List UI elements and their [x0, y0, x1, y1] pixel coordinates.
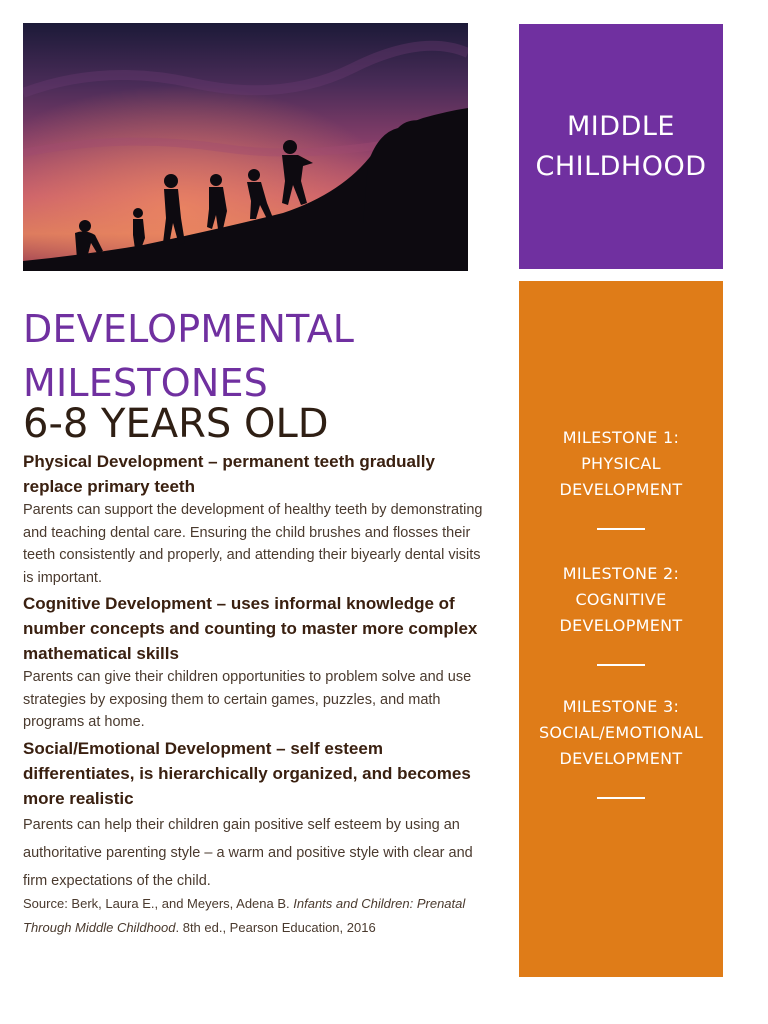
cognitive-text: Parents can give their children opportunities to problem solve and use strategies by exposing them to certain games, puzzles, and math programs at home.: [23, 669, 472, 730]
source-prefix: Source: Berk, Laura E., and Meyers, Adena B.: [23, 896, 294, 911]
page-title-line2: MILESTONES: [23, 361, 268, 405]
hero-image: [23, 23, 468, 271]
social-heading: Social/Emotional Development – self esteem differentiates, is hierarchically organized, and becomes more realistic: [23, 738, 471, 808]
physical-heading: Physical Development – permanent teeth gradually replace primary teeth: [23, 452, 435, 496]
article-body: [23, 449, 493, 895]
social-text: Parents can help their children gain positive self esteem by using an authoritative parenting style – a warm and positive style with clear and firm expectations of the child.: [23, 816, 473, 889]
cognitive-heading: Cognitive Development – uses informal knowledge of number concepts and counting to master more complex mathematical skills: [23, 594, 478, 663]
section-label-line1: MIDDLE: [567, 110, 675, 142]
section-label-line2: CHILDHOOD: [535, 150, 707, 182]
milestone-1: [519, 425, 723, 503]
source-title: Infants and Children: Prenatal Through Middle Childhood: [23, 896, 466, 935]
milestone-3-line2: SOCIAL/EMOTIONAL: [538, 723, 704, 742]
source-suffix: . 8th ed., Pearson Education, 2016: [175, 920, 376, 935]
milestone-2-label: MILESTONE 2:: [562, 564, 680, 583]
milestone-2-line2: COGNITIVE: [575, 590, 667, 609]
age-range-heading: 6-8 YEARS OLD: [23, 401, 329, 447]
milestone-1-label: MILESTONE 1:: [562, 428, 680, 447]
milestone-2: [519, 561, 723, 639]
milestone-3-label: MILESTONE 3:: [562, 697, 680, 716]
source-citation: [23, 892, 473, 940]
separator-3: [597, 797, 645, 799]
milestone-3-line3: DEVELOPMENT: [559, 749, 683, 768]
sunset-silhouette-image: [23, 23, 468, 271]
milestone-1-line3: DEVELOPMENT: [559, 480, 683, 499]
milestone-3: [519, 694, 723, 772]
section-label-box: [519, 24, 723, 269]
milestones-sidebar: [519, 281, 723, 977]
milestone-1-line2: PHYSICAL: [581, 454, 661, 473]
page-title: [23, 302, 493, 410]
milestone-2-line3: DEVELOPMENT: [559, 616, 683, 635]
physical-text: Parents can support the development of healthy teeth by demonstrating and teaching dental care. Ensuring the child brushes and flosses their teeth consistently and properly, and attending their biyearly dental visits is important.: [23, 502, 483, 586]
separator-2: [597, 664, 645, 666]
page-title-line1: DEVELOPMENTAL: [23, 307, 355, 351]
separator-1: [597, 528, 645, 530]
